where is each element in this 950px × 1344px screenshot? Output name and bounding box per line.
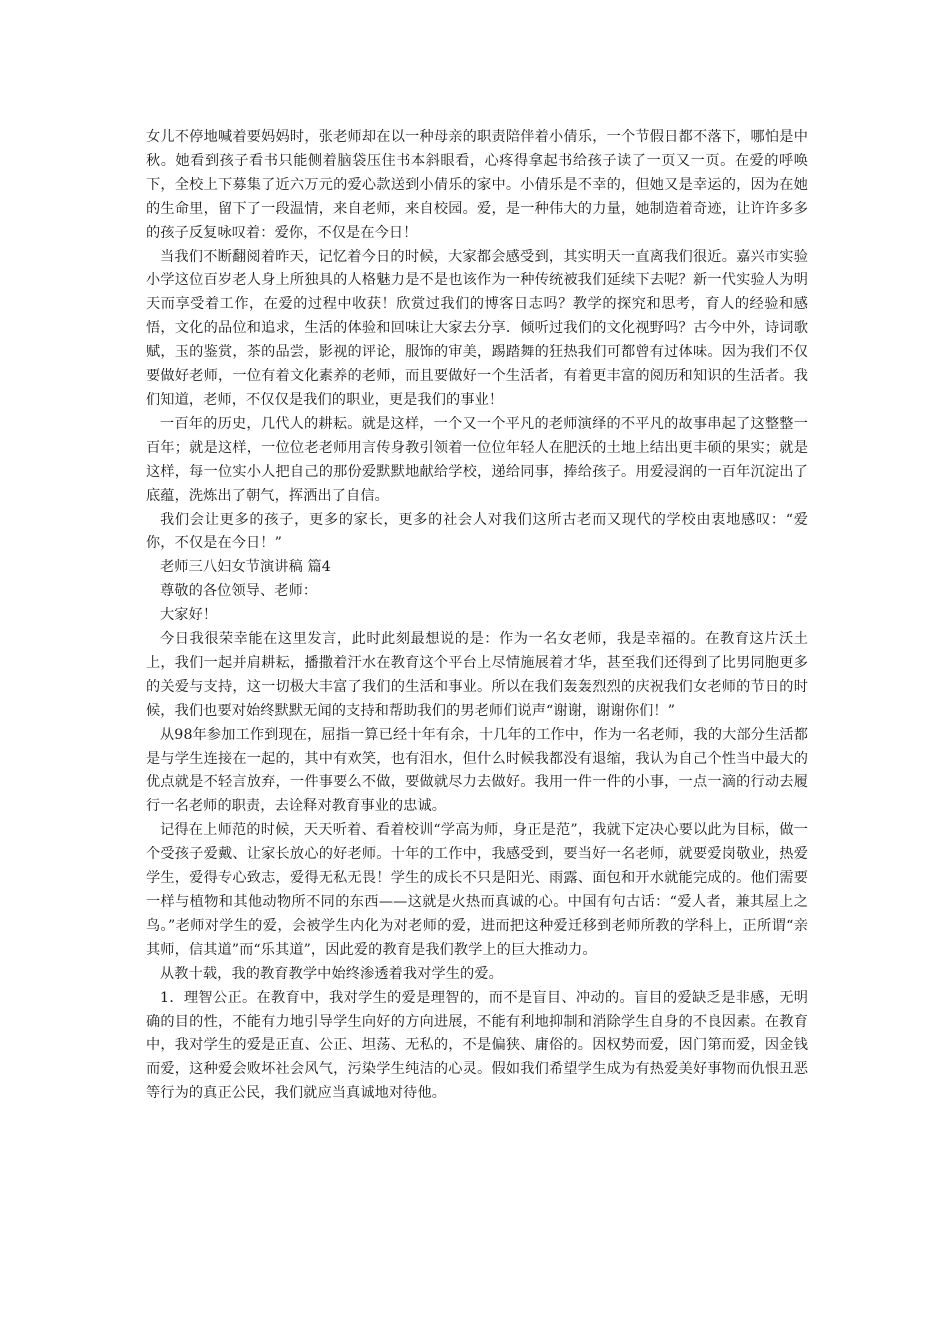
paragraph: 一百年的历史，几代人的耕耘。就是这样，一个又一个平凡的老师演绎的不平凡的故事串起了这整整一百年；就是这样，一位位老老师用言传身教引领着一位位年轻人在肥沃的土地上结出更丰硕的果实；就是这样，每一位实小人把自己的那份爱默默地献给学校，递给同事，捧给孩子。用爱浸润的一百年沉淀出了底蕴，洗炼出了朝气，挥洒出了自信。: [146, 415, 808, 504]
paragraph: 1．理智公正。在教育中，我对学生的爱是理智的，而不是盲目、冲动的。盲目的爱缺乏是非感，无明确的目的性，不能有力地引导学生向好的方向进展，不能有利地抑制和消除学生自身的不良因素。在教育中，我对学生的爱是正直、公正、坦荡、无私的，不是偏狭、庸俗的。因权势而爱，因门第而爱，因金钱而爱，这种爱会败坏社会风气，污染学生纯洁的心灵。假如我们希望学生成为有热爱美好事物而仇恨丑恶等行为的真正公民，我们就应当真诚地对待他。: [146, 989, 808, 1102]
paragraph: 我们会让更多的孩子，更多的家长，更多的社会人对我们这所古老而又现代的学校由衷地感叹：“爱你，不仅是在今日！”: [146, 511, 808, 552]
salutation: 尊敬的各位领导、老师：: [160, 583, 318, 600]
paragraph: 记得在上师范的时候，天天听着、看着校训“学高为师，身正是范”，我就下定决心要以此为目标，做一个受孩子爱戴、让家长放心的好老师。十年的工作中，我感受到，要当好一名老师，就要爱岗敬业，热爱学生，爱得专心致志，爱得无私无畏！学生的成长不只是阳光、雨露、面包和开水就能完成的。他们需要一样与植物和其他动物所不同的东西——这就是火热而真诚的心。中国有句古话：“爱人者，兼其屋上之鸟。”老师对学生的爱，会被学生内化为对老师的爱，进而把这种爱迁移到老师所教的学科上，正所谓“亲其师，信其道”而“乐其道”，因此爱的教育是我们教学上的巨大推动力。: [146, 822, 808, 958]
paragraph: 女儿不停地喊着要妈妈时，张老师却在以一种母亲的职责陪伴着小倩乐，一个节假日都不落下，哪怕是中秋。她看到孩子看书只能侧着脑袋压住书本斜眼看，心疼得拿起书给孩子读了一页又一页。在爱的呼唤下，全校上下募集了近六万元的爱心款送到小倩乐的家中。小倩乐是不幸的，但她又是幸运的，因为在她的生命里，留下了一段温情，来自老师，来自校园。爱，是一种伟大的力量，她制造着奇迹，让许许多多的孩子反复咏叹着：爱你，不仅是在今日！: [146, 129, 808, 241]
greeting: 大家好！: [160, 607, 218, 624]
paragraph: 从教十载，我的教育教学中始终渗透着我对学生的爱。: [160, 965, 503, 982]
document-body: [146, 126, 808, 1106]
section-heading: 老师三八妇女节演讲稿 篇4: [160, 559, 331, 576]
paragraph: 当我们不断翻阅着昨天，记忆着今日的时候，大家都会感受到，其实明天一直离我们很近。嘉兴市实验小学这位百岁老人身上所独具的人格魅力是不是也该作为一种传统被我们延续下去呢？新一代实验人为明天而享受着工作，在爱的过程中收获！欣赏过我们的博客日志吗？教学的探究和思考，育人的经验和感悟，文化的品位和追求，生活的体验和回味让大家去分享．倾听过我们的文化视野吗？古今中外，诗词歌赋，玉的鉴赏，茶的品尝，影视的评论，服饰的审美，踢踏舞的狂热我们可都曾有过体味。因为我们不仅要做好老师，一位有着文化素养的老师，而且要做好一个生活者，有着更丰富的阅历和知识的生活者。我们知道，老师，不仅仅是我们的职业，更是我们的事业！: [146, 248, 808, 408]
paragraph: 从98年参加工作到现在，屈指一算已经十年有余，十几年的工作中，作为一名老师，我的大部分生活都是与学生连接在一起的，其中有欢笑，也有泪水，但什么时候我都没有退缩，我认为自己个性当中最大的优点就是不轻言放弃，一件事要么不做，要做就尽力去做好。我用一件一件的小事，一点一滴的行动去履行一名老师的职责，去诠释对教育事业的忠诚。: [146, 726, 808, 815]
paragraph: 今日我很荣幸能在这里发言，此时此刻最想说的是：作为一名女老师，我是幸福的。在教育这片沃土上，我们一起并肩耕耘，播撒着汗水在教育这个平台上尽情施展着才华，甚至我们还得到了比男同胞更多的关爱与支持，这一切极大丰富了我们的生活和事业。所以在我们轰轰烈烈的庆祝我们女老师的节日的时候，我们也要对始终默默无闻的支持和帮助我们的男老师们说声“谢谢，谢谢你们！”: [146, 631, 808, 719]
